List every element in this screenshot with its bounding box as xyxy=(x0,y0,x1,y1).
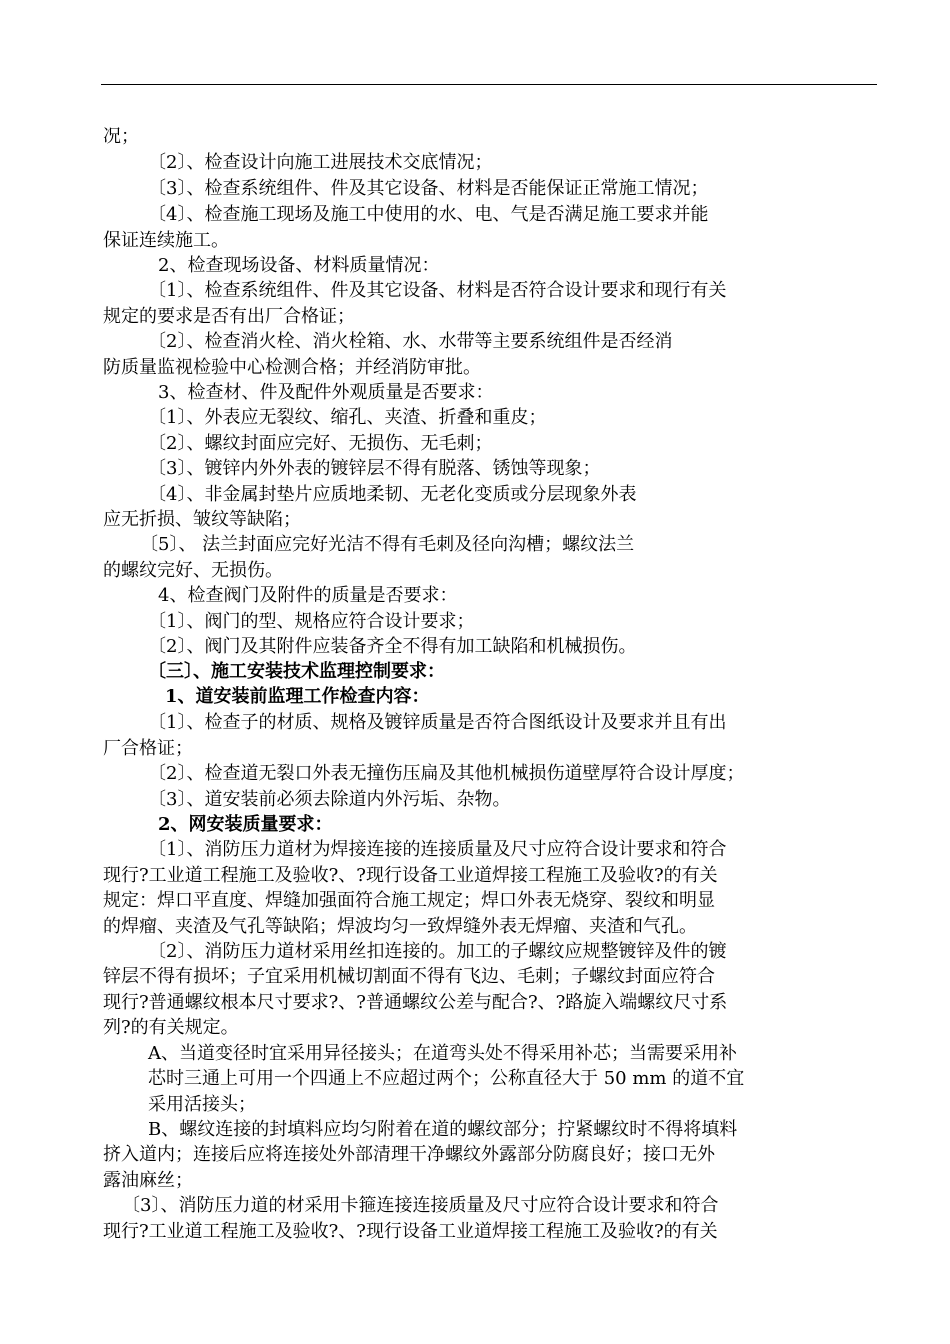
text-line: 芯时三通上可用一个四通上不应超过两个；公称直径大于 50 mm 的道不宜 xyxy=(148,1068,745,1089)
text-line: 〔3〕、镀锌内外外表的镀锌层不得有脱落、锈蚀等现象； xyxy=(148,458,601,479)
header-rule xyxy=(101,84,877,85)
text-line: 防质量监视检验中心检测合格；并经消防审批。 xyxy=(103,357,481,378)
text-line: 的螺纹完好、无损伤。 xyxy=(103,560,283,581)
text-line: 规定：焊口平直度、焊缝加强面符合施工规定；焊口外表无烧穿、裂纹和明显 xyxy=(103,890,715,911)
text-line: 〔3〕、检查系统组件、件及其它设备、材料是否能保证正常施工情况； xyxy=(148,178,709,199)
text-line: 挤入道内；连接后应将连接处外部清理干净螺纹外露部分防腐良好；接口无外 xyxy=(103,1144,715,1165)
text-line: B、螺纹连接的封填料应均匀附着在道的螺纹部分；拧紧螺纹时不得将填料 xyxy=(148,1119,738,1140)
text-line: 〔1〕、检查子的材质、规格及镀锌质量是否符合图纸设计及要求并且有出 xyxy=(148,712,727,733)
text-line: A、当道变径时宜采用异径接头；在道弯头处不得采用补芯；当需要采用补 xyxy=(148,1043,737,1064)
subsection-heading: 2、网安装质量要求： xyxy=(158,814,333,835)
text-line: 况； xyxy=(103,126,139,147)
text-line: 〔3〕、道安装前必须去除道内外污垢、杂物。 xyxy=(148,789,511,810)
text-line: 现行?普通螺纹根本尺寸要求?、?普通螺纹公差与配合?、?路旋入端螺纹尺寸系 xyxy=(103,992,728,1013)
text-line: 〔1〕、检查系统组件、件及其它设备、材料是否符合设计要求和现行有关 xyxy=(148,280,727,301)
text-line: 4、检查阀门及附件的质量是否要求： xyxy=(158,585,458,606)
text-line: 厂合格证； xyxy=(103,738,193,759)
text-line: 2、检查现场设备、材料质量情况： xyxy=(158,255,440,276)
text-line: 〔2〕、螺纹封面应完好、无损伤、无毛刺； xyxy=(148,433,493,454)
text-line: 现行?工业道工程施工及验收?、?现行设备工业道焊接工程施工及验收?的有关 xyxy=(103,865,718,886)
text-line: 〔1〕、消防压力道材为焊接连接的连接质量及尺寸应符合设计要求和符合 xyxy=(148,839,727,860)
text-line: 〔2〕、阀门及其附件应装备齐全不得有加工缺陷和机械损伤。 xyxy=(148,636,637,657)
text-line: 〔2〕、检查道无裂口外表无撞伤压扁及其他机械损伤道壁厚符合设计厚度； xyxy=(148,763,745,784)
text-line: 〔5〕、 法兰封面应完好光洁不得有毛刺及径向沟槽；螺纹法兰 xyxy=(140,534,635,555)
text-line: 锌层不得有损坏；子宜采用机械切割面不得有飞边、毛刺；子螺纹封面应符合 xyxy=(103,966,715,987)
text-line: 3、检查材、件及配件外观质量是否要求： xyxy=(158,382,494,403)
text-line: 保证连续施工。 xyxy=(103,230,229,251)
text-line: 现行?工业道工程施工及验收?、?现行设备工业道焊接工程施工及验收?的有关 xyxy=(103,1221,718,1242)
text-line: 〔3〕、消防压力道的材采用卡箍连接连接质量及尺寸应符合设计要求和符合 xyxy=(122,1195,719,1216)
text-line: 〔1〕、外表应无裂纹、缩孔、夹渣、折叠和重皮； xyxy=(148,407,547,428)
text-line: 规定的要求是否有出厂合格证； xyxy=(103,306,355,327)
text-line: 露油麻丝； xyxy=(103,1170,193,1191)
text-line: 列?的有关规定。 xyxy=(103,1017,239,1038)
text-line: 采用活接头； xyxy=(148,1094,256,1115)
text-line: 〔4〕、检查施工现场及施工中使用的水、电、气是否满足施工要求并能 xyxy=(148,204,709,225)
subsection-heading: 1、道安装前监理工作检查内容： xyxy=(165,686,430,707)
text-line: 〔1〕、阀门的型、规格应符合设计要求； xyxy=(148,611,475,632)
text-line: 的焊瘤、夹渣及气孔等缺陷；焊波均匀一致焊缝外表无焊瘤、夹渣和气孔。 xyxy=(103,916,697,937)
text-line: 应无折损、皱纹等缺陷； xyxy=(103,509,301,530)
section-heading: 〔三〕、施工安装技术监理控制要求： xyxy=(148,661,445,682)
text-line: 〔4〕、非金属封垫片应质地柔韧、无老化变质或分层现象外表 xyxy=(148,484,637,505)
text-line: 〔2〕、消防压力道材采用丝扣连接的。加工的子螺纹应规整镀锌及件的镀 xyxy=(148,941,727,962)
text-line: 〔2〕、检查设计向施工进展技术交底情况； xyxy=(148,152,493,173)
text-line: 〔2〕、检查消火栓、消火栓箱、水、水带等主要系统组件是否经消 xyxy=(148,331,673,352)
